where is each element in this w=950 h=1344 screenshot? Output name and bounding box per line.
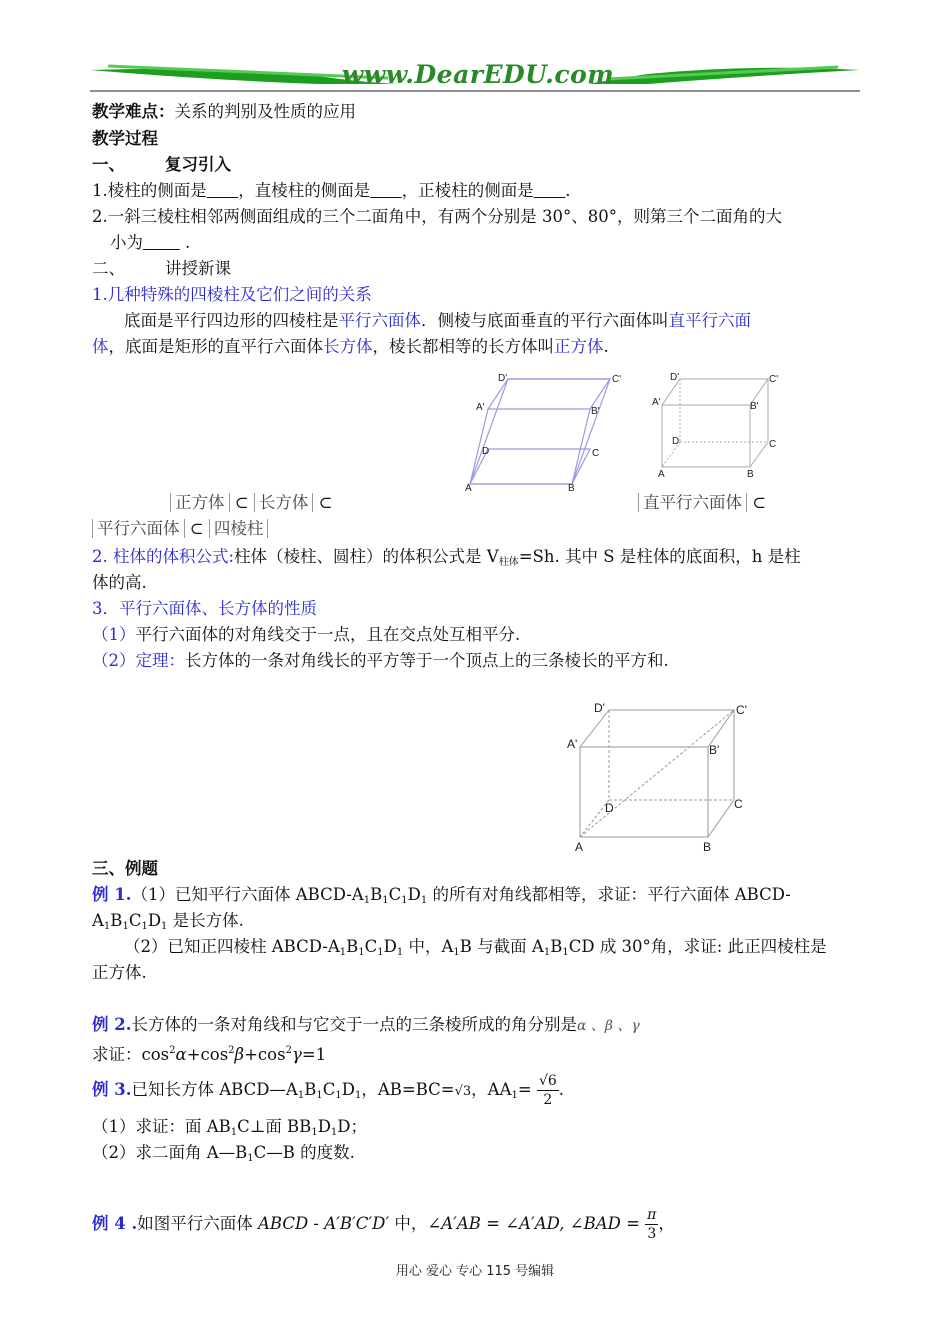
example-3-label: 例 3.	[92, 1080, 132, 1099]
para1-text-2: ．侧棱与底面垂直的平行六面体叫	[421, 311, 669, 330]
ex4-frac-den: 3	[647, 1226, 657, 1242]
topic-2-text-2: =Sh. 其中 S 是柱体的底面积，h 是柱	[518, 547, 801, 566]
section-3-heading: 三、例题	[92, 859, 158, 878]
para1-keyword-cuboid: 长方体	[323, 337, 373, 356]
ex3-sub: 1	[230, 1127, 238, 1138]
ex1-sub: 1	[358, 947, 365, 958]
example-1-line-4: 正方体.	[92, 963, 147, 982]
fig2-label-c: C	[769, 439, 777, 450]
ex4-angles: ∠A′AB = ∠A′AD, ∠BAD =	[427, 1214, 646, 1233]
ex1-l1e: 的所有对角线都相等，求证：平行六面体 ABCD-	[427, 885, 791, 904]
ex3-t2: B	[304, 1080, 317, 1099]
set-cuboid: 长方体	[254, 493, 314, 512]
section-1-num: 一、	[92, 155, 125, 174]
ex4-t2: 中，	[389, 1214, 428, 1233]
ex3-sub: 1	[330, 1127, 338, 1138]
fig3-label-b: B	[703, 840, 712, 854]
ex1-sub: 1	[363, 895, 371, 906]
question-1	[92, 178, 570, 204]
ex2-plus-1: +	[186, 1045, 201, 1064]
ex3-t8: .	[558, 1080, 565, 1099]
figure-parallelepiped	[460, 370, 630, 495]
section-2-title: 讲授新课	[165, 259, 231, 278]
figure-cuboid-diagonal	[562, 700, 752, 855]
ex1-l1d: D	[407, 885, 421, 904]
ex3-t3: C	[322, 1080, 336, 1099]
ex2-cos-2: cos	[200, 1045, 229, 1064]
fig2-label-b: B	[747, 469, 754, 480]
ex3-p1d: D；	[337, 1117, 368, 1136]
ex1-l3d: D	[383, 937, 397, 956]
difficulty-text: 关系的判别及性质的应用	[174, 102, 356, 121]
fig2-label-a1: A'	[652, 397, 661, 408]
ex3-p2a: （2）求二面角 A—B	[92, 1143, 248, 1162]
ex3-sub: 1	[316, 1090, 323, 1101]
q1-blank-3	[534, 178, 565, 204]
fig2-label-d: D	[672, 436, 680, 447]
fig1-label-a1: A'	[476, 402, 485, 413]
topic-2-text-1: 柱体（棱柱、圆柱）的体积公式是 V	[234, 547, 499, 566]
example-3-part-2	[92, 1140, 355, 1172]
ex1-sub: 1	[420, 895, 428, 906]
fig3-label-a: A	[575, 840, 584, 854]
property-2	[92, 648, 669, 674]
ex1-l2e: 是长方体.	[167, 911, 244, 930]
para1-text-1: 底面是平行四边形的四棱柱是	[124, 311, 339, 330]
ex1-l1c: C	[388, 885, 402, 904]
example-1-line-3	[124, 934, 827, 966]
ex4-t1: 如图平行六面体	[137, 1214, 258, 1233]
ex3-sub: 1	[354, 1090, 362, 1101]
example-4-label: 例 4 .	[92, 1214, 138, 1233]
example-3-line-1	[92, 1072, 564, 1109]
example-2-text: 长方体的一条对角线和与它交于一点的三条棱所成的角分别是	[131, 1015, 577, 1034]
ex1-sub: 1	[453, 947, 460, 958]
page-footer: 用心 爱心 专心 115 号编辑	[395, 1264, 555, 1279]
example-4-line-1	[92, 1206, 675, 1243]
fig3-label-b1: B'	[709, 743, 720, 757]
subset-symbol-4: ⊂	[189, 519, 204, 538]
example-1-label: 例 1.	[92, 885, 132, 904]
set-cube: 正方体	[170, 493, 230, 512]
ex3-sub: 1	[247, 1153, 254, 1164]
ex3-frac-num: √6	[538, 1073, 557, 1089]
ex1-sub: 1	[122, 921, 129, 932]
ex3-sub: 1	[297, 1090, 305, 1101]
ex4-solid-name: ABCD - A′B′C′D′	[257, 1214, 390, 1233]
topic-3-title: 3．平行六面体、长方体的性质	[92, 599, 317, 618]
example-2-proof-label: 求证：	[92, 1045, 142, 1064]
site-logo-text: www.DearEDU.com	[341, 60, 615, 89]
ex3-sub: 1	[311, 1127, 318, 1138]
ex2-plus-2: +	[244, 1045, 258, 1064]
set-right-parallelepiped: 直平行六面体	[638, 493, 747, 512]
ex1-l2c: C	[128, 911, 142, 930]
teaching-difficulty	[92, 99, 356, 125]
para1-keyword-right-parallelepiped-b: 体	[92, 337, 109, 356]
ex3-t6: ，AA	[471, 1080, 512, 1099]
ex1-l3c: C	[364, 937, 378, 956]
ex3-fraction	[537, 1072, 559, 1109]
ex4-t3: ，	[658, 1214, 675, 1233]
paragraph-1-line-2	[92, 334, 609, 360]
topic-2-title: 2. 柱体的体积公式:	[92, 547, 235, 566]
ex1-sub: 1	[401, 895, 408, 906]
ex1-l3e: 中，A	[403, 937, 454, 956]
ex1-sub: 1	[543, 947, 551, 958]
fig2-label-b1: B'	[750, 401, 759, 412]
ex1-sub: 1	[103, 921, 111, 932]
ex1-l3b: B	[346, 937, 359, 956]
ex3-sub: 1	[335, 1090, 342, 1101]
ex3-sqrt3: √3	[454, 1084, 472, 1099]
ex3-t5: ，AB=BC=	[361, 1080, 455, 1099]
fig3-label-d: D	[605, 801, 614, 815]
ex2-alpha: α	[175, 1045, 187, 1064]
example-2-label: 例 2.	[92, 1015, 132, 1034]
ex2-sq-1: 2	[169, 1045, 176, 1056]
ex3-t7: =	[517, 1080, 532, 1099]
ex3-t4: D	[341, 1080, 355, 1099]
ex1-l3g: B	[550, 937, 563, 956]
section-2-num: 二、	[92, 259, 125, 278]
ex1-sub: 1	[377, 947, 384, 958]
q2-part-a: 小为	[110, 233, 143, 252]
difficulty-label: 教学难点：	[92, 102, 175, 121]
para1-keyword-parallelepiped: 平行六面体	[338, 311, 421, 330]
fig1-label-c1: C'	[612, 374, 622, 385]
ex3-p1c: D	[317, 1117, 331, 1136]
fig2-label-c1: C'	[769, 374, 779, 385]
example-2-greek-angles: α 、β 、γ	[576, 1018, 640, 1034]
ex3-sub: 1	[511, 1090, 518, 1101]
ex2-eq: =1	[301, 1045, 327, 1064]
section-1-title: 复习引入	[165, 155, 231, 174]
relation-row-1	[170, 490, 332, 516]
para1-keyword-cube: 正方体	[554, 337, 604, 356]
fig1-label-c: C	[592, 448, 600, 459]
q1-blank-1	[207, 178, 238, 204]
ex3-p1a: （1）求证：面 AB	[92, 1117, 231, 1136]
property-2-keyword: 定理：	[135, 651, 185, 670]
relation-right-parallelepiped	[638, 490, 766, 516]
example-2-line-1	[92, 1012, 640, 1039]
ex2-cos-3: cos	[257, 1045, 286, 1064]
header-banner	[88, 62, 862, 94]
fig1-label-b1: B'	[591, 406, 600, 417]
fig1-label-b: B	[568, 483, 575, 494]
ex2-cos-1: cos	[141, 1045, 170, 1064]
fig1-label-a: A	[465, 483, 472, 494]
subset-symbol-1: ⊂	[234, 493, 249, 512]
ex3-p1b: C⊥面 BB	[237, 1117, 312, 1136]
section-2-heading	[92, 256, 231, 282]
ex1-sub: 1	[382, 895, 389, 906]
subset-symbol-3: ⊂	[752, 493, 767, 512]
ex1-sub: 1	[396, 947, 404, 958]
topic-1-title: 1.几种特殊的四棱柱及它们之间的关系	[92, 285, 372, 304]
fig3-label-d1: D'	[594, 701, 605, 715]
ex2-sq-2: 2	[228, 1045, 235, 1056]
ex4-fraction	[645, 1206, 658, 1243]
subset-symbol-2: ⊂	[318, 493, 333, 512]
ex1-sub: 1	[161, 921, 168, 932]
para1-keyword-right-parallelepiped-a: 直平行六面	[668, 311, 751, 330]
ex1-sub: 1	[562, 947, 569, 958]
ex3-frac-den: 2	[543, 1092, 553, 1108]
q1-end: .	[565, 181, 571, 200]
ex1-l1a: （1）已知平行六面体 ABCD-A	[131, 885, 364, 904]
question-2-line-2	[110, 230, 190, 256]
topic-2-subscript: 柱体	[498, 557, 519, 568]
set-parallelepiped: 平行六面体	[92, 519, 185, 538]
ex1-l2b: B	[110, 911, 123, 930]
ex2-sq-3: 2	[285, 1045, 292, 1056]
fig3-label-c: C	[734, 797, 743, 811]
ex1-l1b: B	[370, 885, 383, 904]
ex2-gamma: γ	[291, 1045, 302, 1064]
paragraph-1-line-1	[124, 308, 751, 334]
q2-part-b: .	[179, 233, 191, 252]
property-1-num: （1）	[92, 625, 136, 644]
property-2-num: （2）	[92, 651, 136, 670]
para1-text-4: ，棱长都相等的长方体叫	[372, 337, 554, 356]
fig3-label-a1: A'	[567, 737, 578, 751]
fig1-label-d: D	[482, 446, 490, 457]
topic-2-line-1	[92, 544, 801, 576]
para1-text-5: .	[603, 337, 609, 356]
example-2-line-2	[92, 1038, 326, 1068]
property-1-text: 平行六面体的对角线交于一点，且在交点处互相平分.	[135, 625, 521, 644]
ex1-l3f: B 与截面 A	[459, 937, 544, 956]
section-1-heading	[92, 152, 231, 178]
fig2-label-a: A	[658, 469, 665, 480]
set-quadrangular-prism: 四棱柱	[209, 519, 269, 538]
q1-part-c: ，正棱柱的侧面是	[401, 181, 534, 200]
ex2-beta: β	[234, 1045, 245, 1064]
fig1-label-d1: D'	[498, 373, 508, 384]
q1-blank-2	[370, 178, 401, 204]
q1-part-a: 1.棱柱的侧面是	[92, 181, 207, 200]
ex1-sub: 1	[141, 921, 148, 932]
ex1-sub: 1	[339, 947, 347, 958]
process-title: 教学过程	[92, 129, 158, 148]
ex1-l2d: D	[147, 911, 162, 930]
relation-row-2	[92, 516, 268, 542]
q2-blank	[143, 230, 180, 256]
ex4-frac-num: π	[647, 1207, 657, 1223]
q1-part-b: ，直棱柱的侧面是	[238, 181, 371, 200]
ex1-l3h: CD 成 30°角，求证: 此正四棱柱是	[568, 937, 827, 956]
fig2-label-d1: D'	[670, 372, 680, 383]
topic-2-line-2: 体的高.	[92, 573, 147, 592]
property-1	[92, 622, 520, 648]
ex3-t1: 已知长方体 ABCD—A	[131, 1080, 298, 1099]
ex1-l2a: A	[92, 911, 104, 930]
figure-right-prism	[650, 370, 790, 485]
para1-text-3: ，底面是矩形的直平行六面体	[108, 337, 323, 356]
property-2-text: 长方体的一条对角线长的平方等于一个顶点上的三条棱长的平方和.	[185, 651, 669, 670]
ex3-p2b: C—B 的度数.	[253, 1143, 355, 1162]
ex1-l3a: （2）已知正四棱柱 ABCD-A	[124, 937, 340, 956]
fig3-label-c1: C'	[736, 703, 747, 717]
question-2-line-1: 2.一斜三棱柱相邻两侧面组成的三个二面角中，有两个分别是 30°、80°，则第三个二面角的大	[92, 207, 782, 226]
